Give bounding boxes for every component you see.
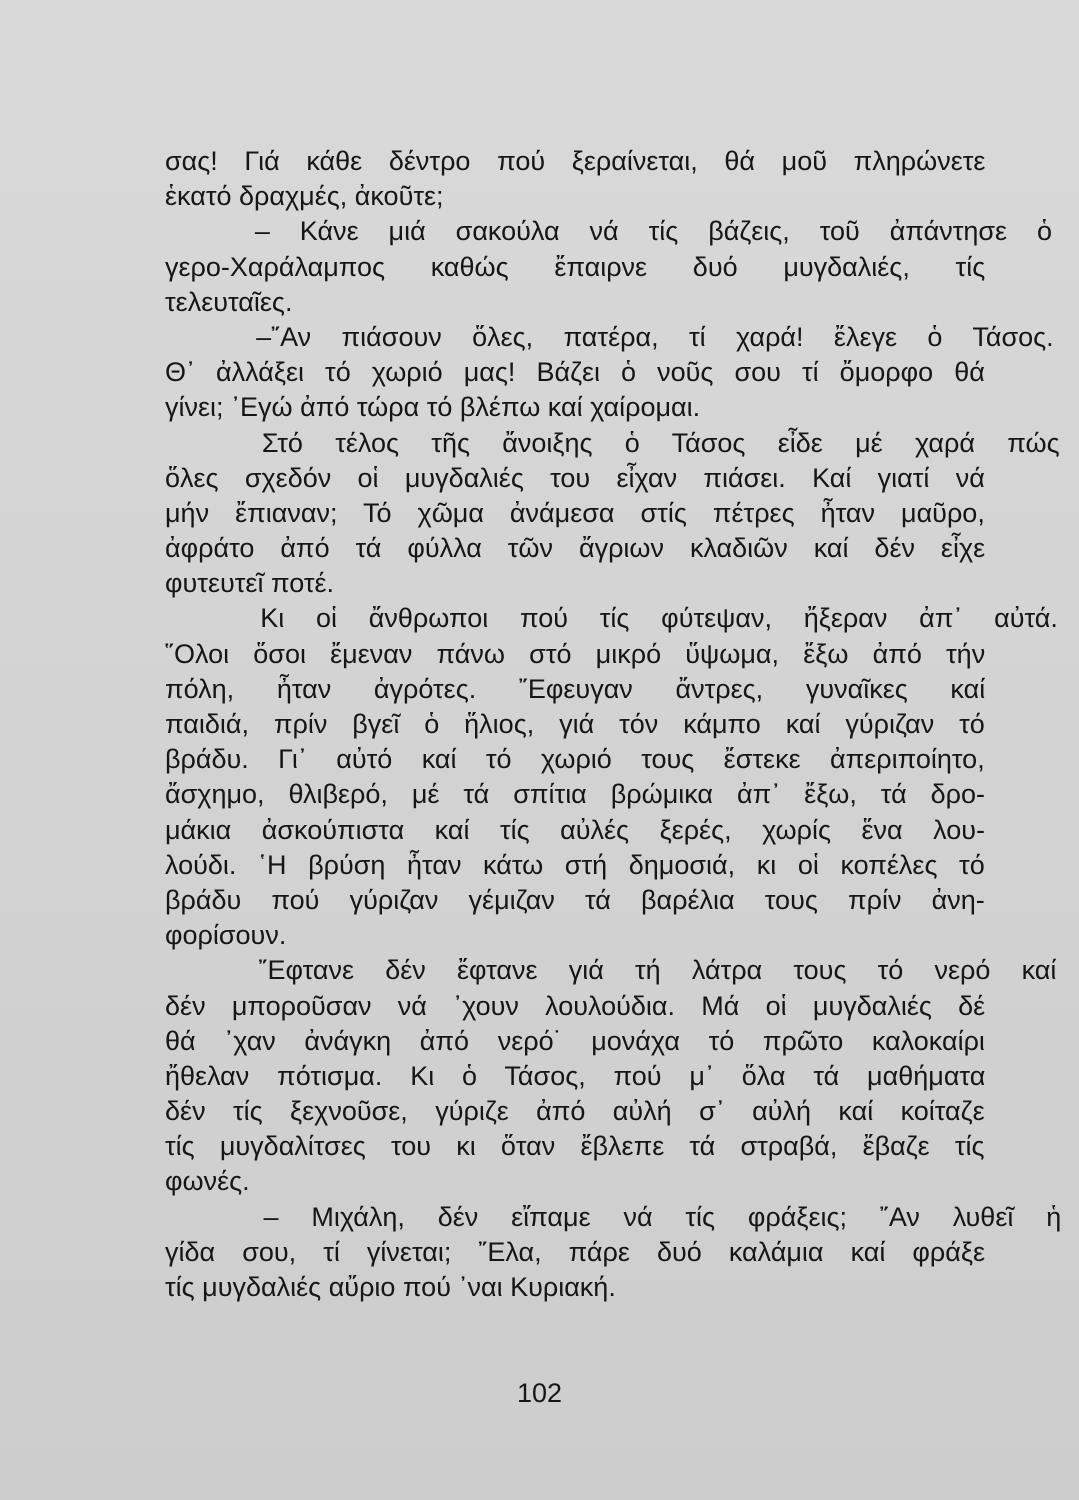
text-line: δέν τίς ξεχνοῦσε, γύριζε ἀπό αὐλή σ᾽ αὐλή καί κοίταζε (165, 1096, 985, 1127)
text-line: ἤθελαν πότισμα. Κι ὁ Τάσος, πού μ᾽ ὅλα τά μαθήματα (165, 1060, 986, 1091)
text-line: – Μιχάλη, δέν εἴπαμε νά τίς φράξεις; ῎Αν λυθεῖ ἡ (165, 1201, 1062, 1232)
text-line: Κι οἱ ἄνθρωποι πού τίς φύτεψαν, ἤξεραν ἀπ᾽ αὐτά. (165, 603, 1058, 634)
text-line: τελευταῖες. (165, 286, 293, 317)
text-line: λούδι. ῾Η βρύση ἦταν κάτω στή δημοσιά, κι οἱ κοπέλες τό (165, 849, 985, 880)
text-line: φυτευτεῖ ποτέ. (165, 568, 335, 599)
text-line: τίς μυγδαλίτσες του κι ὅταν ἔβλεπε τά στραβά, ἔβαζε τίς (165, 1131, 985, 1162)
text-line: –῎Αν πιάσουν ὅλες, πατέρα, τί χαρά! ἔλεγε ὁ Τάσος. (165, 321, 1054, 352)
text-line: ὅλες σχεδόν οἱ μυγδαλιές του εἶχαν πιάσει. Καί γιατί νά (165, 462, 985, 493)
text-line: σας! Γιά κάθε δέντρο πού ξεραίνεται, θά μοῦ πληρώνετε (165, 146, 986, 176)
text-line: ἑκατό δραχμές, ἀκοῦτε; (165, 181, 444, 212)
text-line: γίδα σου, τί γίνεται; ῎Ελα, πάρε δυό καλάμια καί φράξε (165, 1236, 986, 1267)
text-line: Θ᾽ ἀλλάξει τό χωριό μας! Βάζει ὁ νοῦς σου τί ὄμορφο θά (165, 357, 985, 388)
text-line: ἀφράτο ἀπό τά φύλλα τῶν ἄγριων κλαδιῶν καί δέν εἶχε (165, 533, 986, 564)
text-line: φωνές. (165, 1166, 250, 1197)
text-line: τίς μυγδαλιές αὔριο πού ᾽ναι Κυριακή. (165, 1272, 616, 1302)
text-line: – Κάνε μιά σακούλα νά τίς βάζεις, τοῦ ἀπάντησε ὁ (165, 216, 1053, 247)
page-number: 102 (516, 1378, 563, 1408)
text-line: πόλη, ἦταν ἀγρότες. ῎Εφευγαν ἄντρες, γυναῖκες καί (165, 673, 986, 704)
text-line: Στό τέλος τῆς ἄνοιξης ὁ Τάσος εἶδε μέ χαρά πώς (165, 427, 1060, 458)
text-line: βράδυ πού γύριζαν γέμιζαν τά βαρέλια τους πρίν ἀνη- (165, 884, 985, 915)
text-line: ῞Ολοι ὅσοι ἔμεναν πάνω στό μικρό ὕψωμα, ἔξω ἀπό τήν (165, 638, 986, 669)
text-line: φορίσουν. (165, 920, 287, 951)
text-line: παιδιά, πρίν βγεῖ ὁ ἥλιος, γιά τόν κάμπο καί γύριζαν τό (165, 709, 985, 739)
text-line: γερο-Χαράλαμπος καθώς ἔπαιρνε δυό μυγδαλιές, τίς (165, 251, 986, 282)
text-line: γίνει; ᾽Εγώ ἀπό τώρα τό βλέπω καί χαίρομαι. (165, 392, 701, 423)
text-line: ῎Εφτανε δέν ἔφτανε γιά τή λάτρα τους τό νερό καί (165, 955, 1057, 986)
text-line: βράδυ. Γι᾽ αὐτό καί τό χωριό τους ἔστεκε ἀπεριποίητο, (165, 744, 985, 775)
text-line: δέν μποροῦσαν νά ᾽χουν λουλούδια. Μά οἱ μυγδαλιές δέ (165, 990, 986, 1021)
text-line: μήν ἔπιαναν; Τό χῶμα ἀνάμεσα στίς πέτρες ἦταν μαῦρο, (165, 497, 985, 528)
text-line: μάκια ἀσκούπιστα καί τίς αὐλές ξερές, χωρίς ἕνα λου- (165, 814, 986, 845)
body-text (165, 144, 1062, 1305)
text-line: θά ᾽χαν ἀνάγκη ἀπό νερό˙ μονάχα τό πρῶτο καλοκαίρι (165, 1025, 985, 1056)
text-line: ἄσχημο, θλιβερό, μέ τά σπίτια βρώμικα ἀπ᾽ ἔξω, τά δρο- (165, 779, 986, 810)
